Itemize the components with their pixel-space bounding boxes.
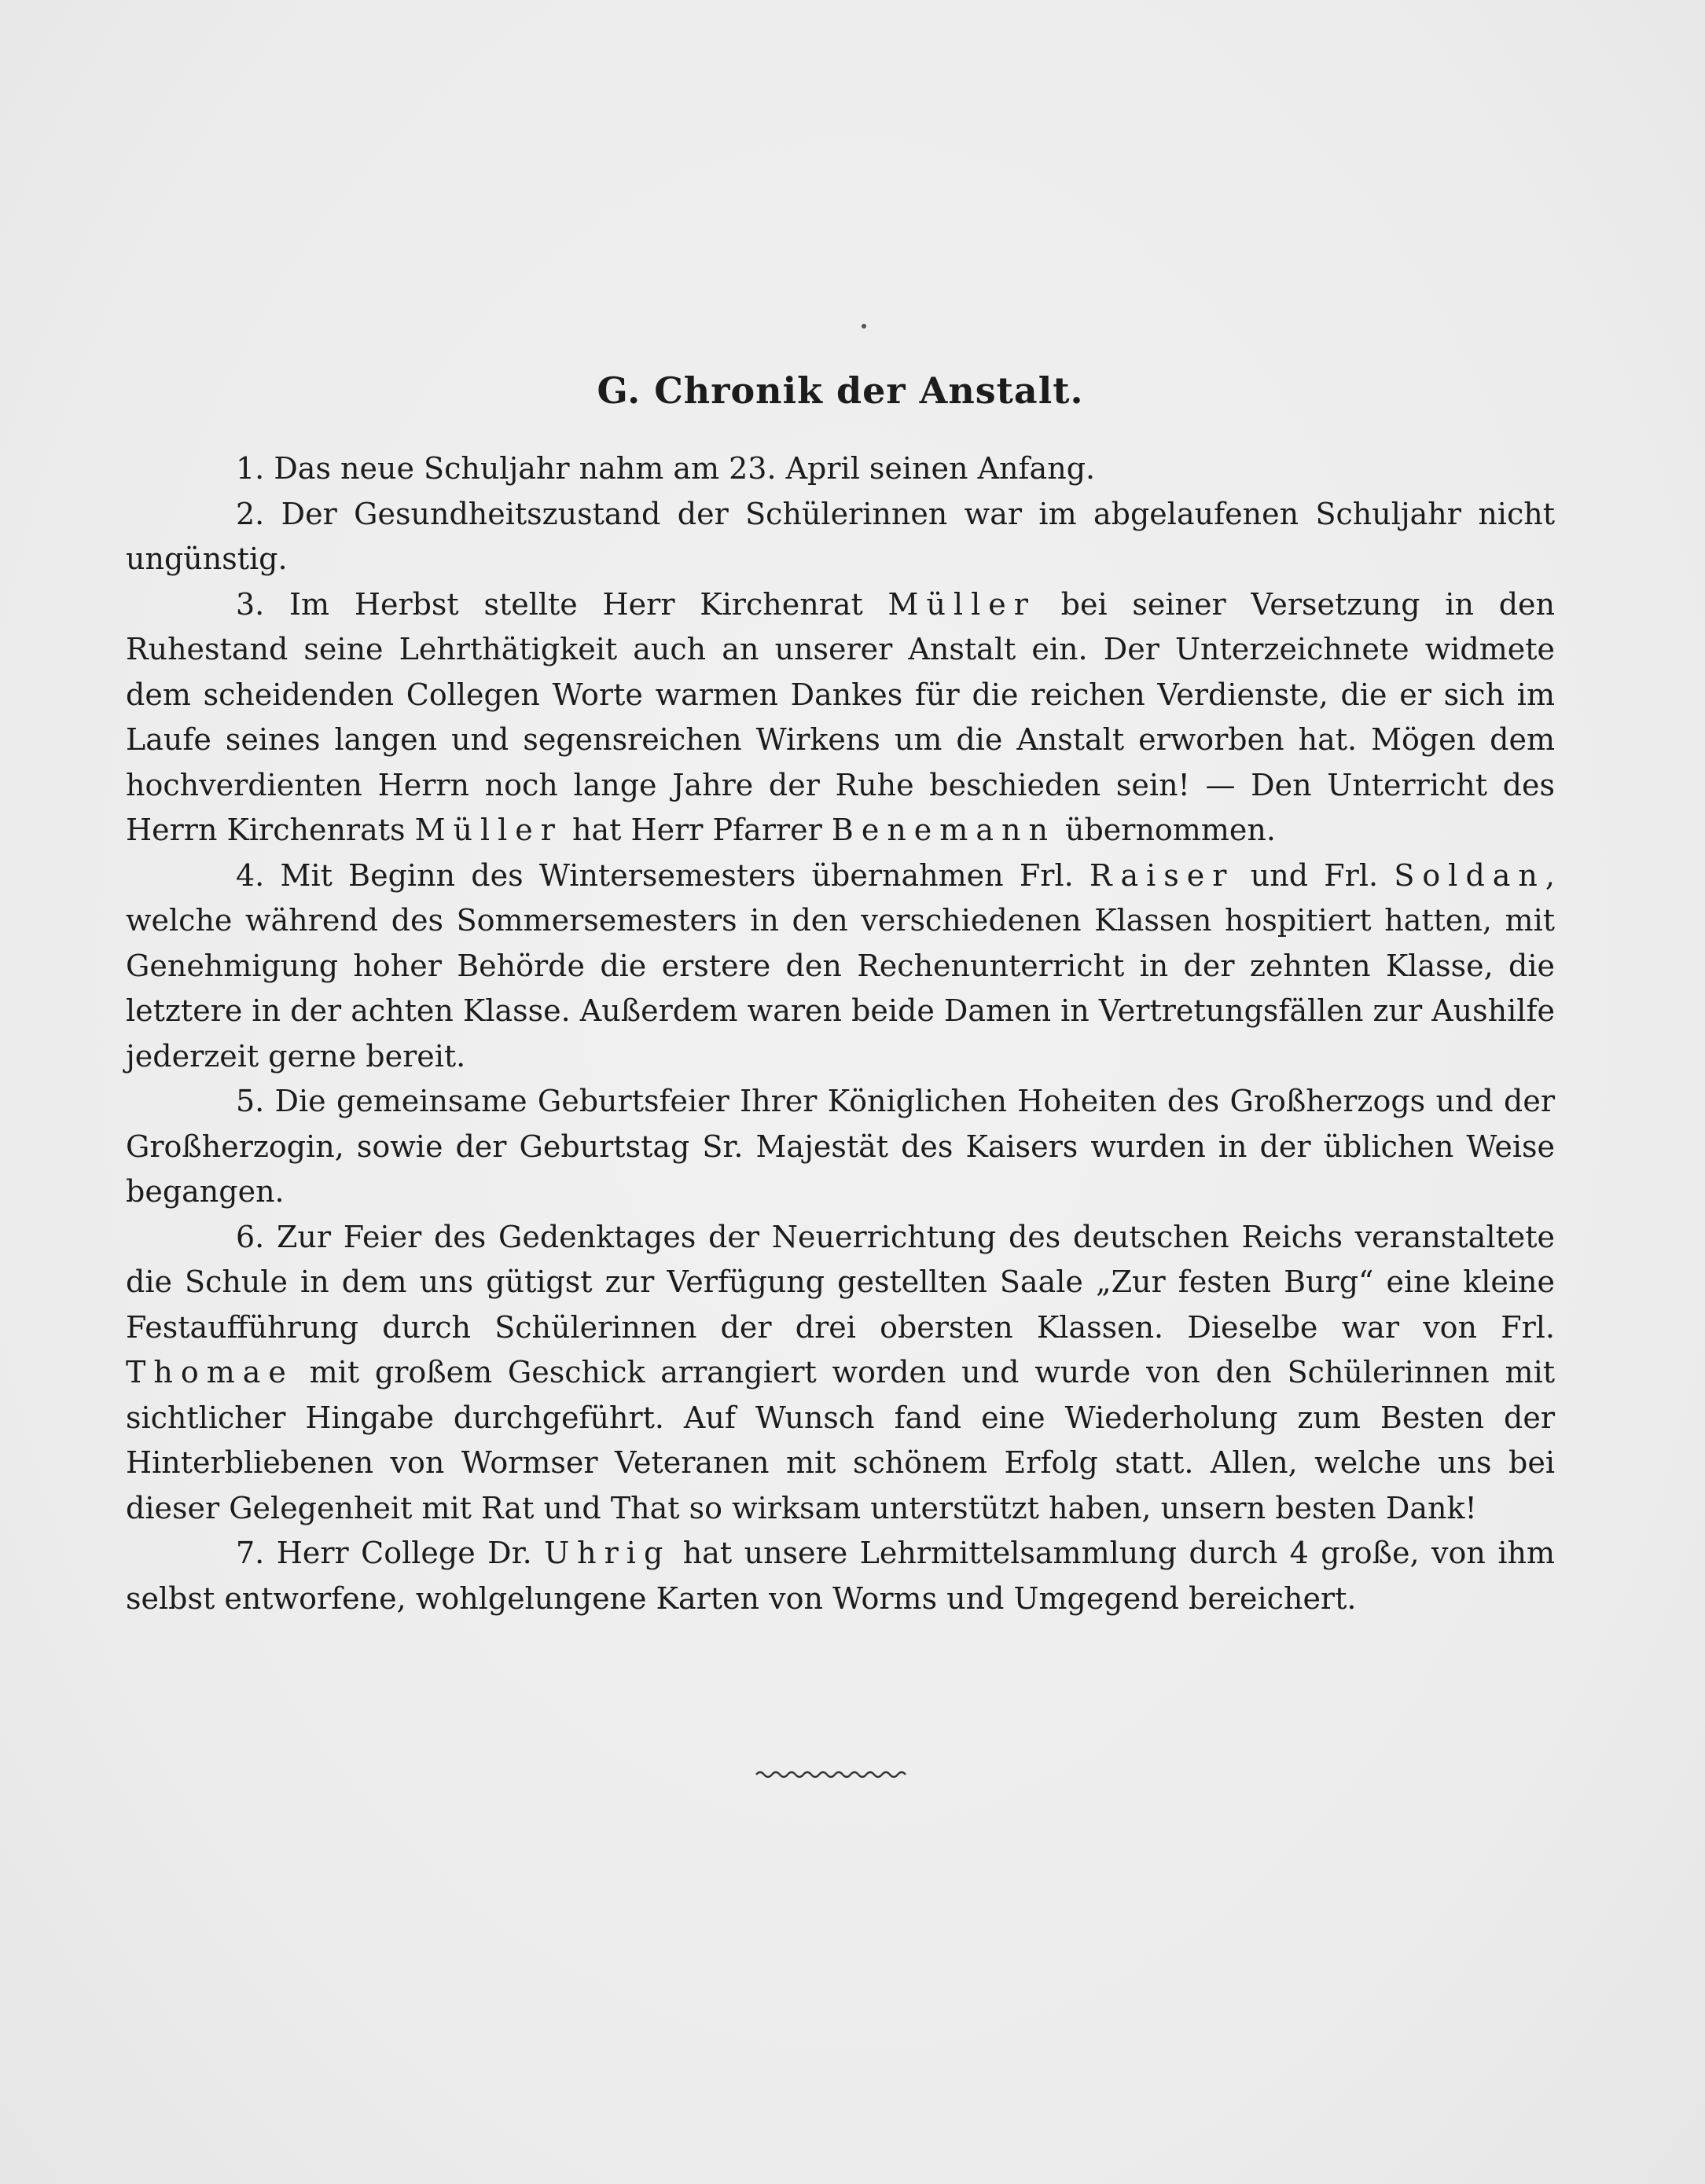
entry-4: [126, 853, 1555, 1080]
entry-3: [126, 582, 1555, 853]
name-mueller: Müller: [887, 586, 1036, 622]
entry-6: [126, 1215, 1555, 1532]
entry-3-text-c: hat Herr Pfarrer: [562, 813, 832, 847]
entry-7: [126, 1531, 1555, 1621]
entry-4-text-b: und Frl.: [1234, 857, 1394, 893]
section-heading: G. Chronik der Anstalt.: [597, 369, 1084, 412]
entry-3-text-b: bei seiner Versetzung in den Ruhestand seine Lehrthätigkeit auch an unserer Anstalt ein. Der Unterzeichnete widmete dem scheidenden Collegen Worte warmen Dankes für die reichen Verdienste, die er sich im Laufe seines langen und segensreichen Wirkens um die Anstalt erworben hat. Mögen dem hochverdienten Herrn noch lange Jahre der Ruhe beschieden sein! — Den Unterricht des Herrn Kirchenrats: [126, 586, 1555, 847]
speck-mark: [862, 324, 866, 329]
entry-3-text-d: übernommen.: [1055, 813, 1276, 847]
entry-4-text-c: , welche während des Sommersemesters in den verschiedenen Klassen hospitiert hatten, mit Genehmigung hoher Behörde die erstere den Rechenunterricht in der zehnten Klasse, die letztere in der achten Klasse. Außerdem waren beide Damen in Vertretungsfällen zur Aushilfe jederzeit gerne bereit.: [126, 857, 1555, 1074]
entry-4-text-a: 4. Mit Beginn des Wintersemesters übernahmen Frl.: [236, 857, 1090, 893]
closing-ornament: [755, 1767, 912, 1782]
chronicle-section: [126, 369, 1555, 1621]
entry-6-text-a: 6. Zur Feier des Gedenktages der Neuerrichtung des deutschen Reichs veranstaltete die Schule in dem uns gütigst zur Verfügung gestellten Saale „Zur festen Burg“ eine kleine Festaufführung durch Schülerinnen der drei obersten Klassen. Dieselbe war von Frl.: [126, 1219, 1555, 1345]
name-thomae: Thomae: [126, 1355, 294, 1389]
entry-5: 5. Die gemeinsame Geburtsfeier Ihrer Königlichen Hoheiten des Großherzogs und der Großherzogin, sowie der Geburtstag Sr. Majestät des Kaisers wurden in der üblichen Weise begangen.: [126, 1084, 1555, 1209]
entry-6-text-b: mit großem Geschick arrangiert worden und wurde von den Schülerinnen mit sichtlicher Hingabe durchgeführt. Auf Wunsch fand eine Wiederholung zum Besten der Hinterbliebenen von Wormser Veteranen mit schönem Erfolg statt. Allen, welche uns bei dieser Gelegenheit mit Rat und That so wirksam unterstützt haben, unsern besten Dank!: [126, 1355, 1555, 1525]
name-benemann: Benemann: [831, 813, 1056, 847]
entry-3-text-a: 3. Im Herbst stellte Herr Kirchenrat: [236, 586, 888, 622]
entry-1: 1. Das neue Schuljahr nahm am 23. April seinen Anfang.: [236, 451, 1096, 486]
name-mueller-2: Müller: [414, 813, 563, 847]
entry-7-text-a: 7. Herr College Dr.: [236, 1536, 545, 1570]
entry-7-text-b: hat unsere Lehrmittelsammlung durch 4 große, von ihm selbst entworfene, wohlgelungene Karten von Worms und Umgegend bereichert.: [126, 1536, 1555, 1616]
wavy-rule: [756, 1772, 906, 1777]
entry-2: 2. Der Gesundheitszustand der Schülerinnen war im abgelaufenen Schuljahr nicht ungünstig.: [126, 496, 1555, 576]
name-soldan: Soldan: [1394, 857, 1545, 893]
name-raiser: Raiser: [1090, 857, 1235, 893]
name-uhrig: Uhrig: [544, 1536, 671, 1570]
